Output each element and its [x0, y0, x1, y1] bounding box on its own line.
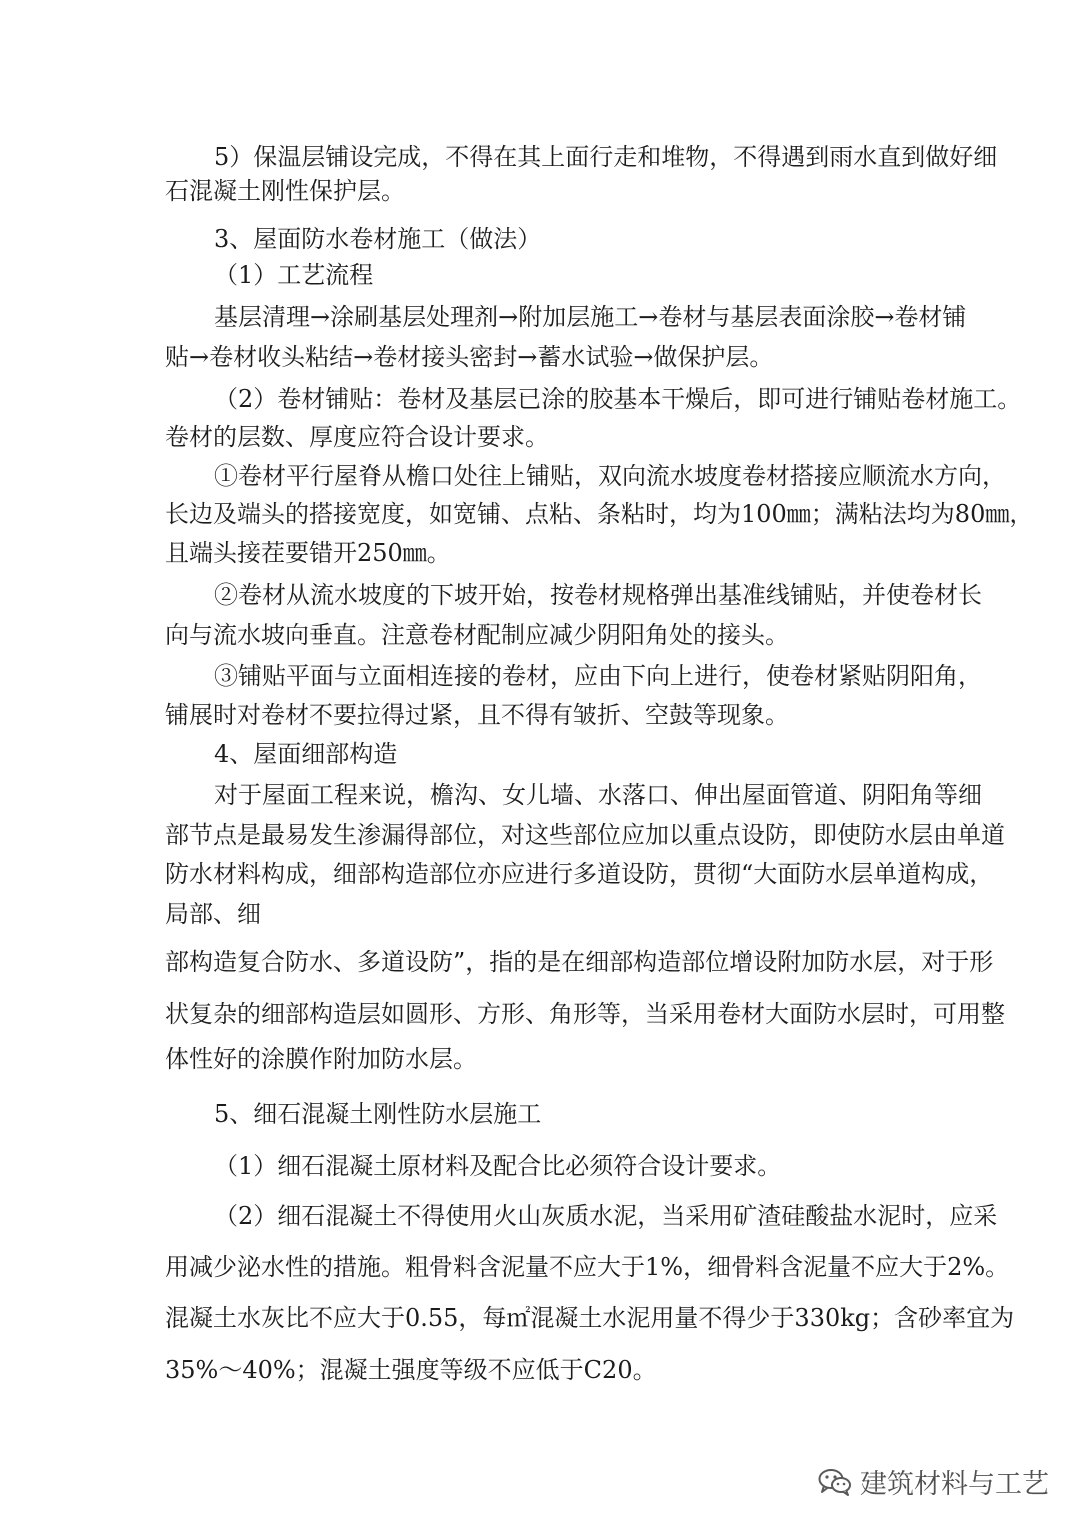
text-line: 体性好的涂膜作附加防水层。	[165, 1045, 477, 1073]
text-line: （2）细石混凝土不得使用火山灰质水泥，当采用矿渣硅酸盐水泥时，应采	[214, 1202, 998, 1230]
section-heading: 4、屋面细部构造	[214, 740, 398, 768]
text-line: 5）保温层铺设完成，不得在其上面行走和堆物，不得遇到雨水直到做好细	[214, 143, 998, 171]
watermark-text: 建筑材料与工艺	[860, 1469, 1049, 1500]
text-line: 卷材的层数、厚度应符合设计要求。	[165, 423, 549, 451]
text-line: 且端头接茬要错开250㎜。	[165, 539, 451, 567]
text-line: 混凝土水灰比不应大于0.55，每㎡混凝土水泥用量不得少于330kg；含砂率宜为	[165, 1304, 1015, 1332]
text-line: 长边及端头的搭接宽度，如宽铺、点粘、条粘时，均为100㎜；满粘法均为80㎜，	[165, 500, 1034, 528]
text-line: ③铺贴平面与立面相连接的卷材，应由下向上进行，使卷材紧贴阴阳角，	[214, 662, 982, 690]
text-line: ①卷材平行屋脊从檐口处往上铺贴，双向流水坡度卷材搭接应顺流水方向，	[214, 462, 1006, 490]
text-line: 向与流水坡向垂直。注意卷材配制应减少阴阳角处的接头。	[165, 621, 789, 649]
section-heading: 3、屋面防水卷材施工（做法）	[214, 225, 542, 253]
text-line: 铺展时对卷材不要拉得过紧，且不得有皱折、空鼓等现象。	[165, 701, 789, 729]
section-heading: 5、细石混凝土刚性防水层施工	[214, 1100, 542, 1128]
text-line: （1）细石混凝土原材料及配合比必须符合设计要求。	[214, 1152, 782, 1180]
text-line: 石混凝土刚性保护层。	[165, 177, 405, 205]
text-line: 贴→卷材收头粘结→卷材接头密封→蓄水试验→做保护层。	[165, 343, 774, 371]
watermark	[818, 1462, 1049, 1501]
text-line: 基层清理→涂刷基层处理剂→附加层施工→卷材与基层表面涂胶→卷材铺	[214, 303, 967, 331]
wechat-icon	[818, 1468, 852, 1496]
text-line: 用减少泌水性的措施。粗骨料含泥量不应大于1%，细骨料含泥量不应大于2%。	[165, 1253, 1010, 1281]
text-line: （2）卷材铺贴：卷材及基层已涂的胶基本干燥后，即可进行铺贴卷材施工。	[214, 385, 1022, 413]
subsection-heading: （1）工艺流程	[214, 261, 374, 289]
text-line: 防水材料构成，细部构造部位亦应进行多道设防，贯彻“大面防水层单道构成，	[165, 860, 994, 888]
text-line: 状复杂的细部构造层如圆形、方形、角形等，当采用卷材大面防水层时，可用整	[165, 1000, 1005, 1028]
text-line: 部构造复合防水、多道设防”，指的是在细部构造部位增设附加防水层，对于形	[165, 948, 994, 976]
text-line: 35%～40%；混凝土强度等级不应低于C20。	[165, 1356, 657, 1384]
text-line: 部节点是最易发生渗漏得部位，对这些部位应加以重点设防，即使防水层由单道	[165, 821, 1005, 849]
text-line: ②卷材从流水坡度的下坡开始，按卷材规格弹出基准线铺贴，并使卷材长	[214, 581, 982, 609]
text-line: 对于屋面工程来说，檐沟、女儿墙、水落口、伸出屋面管道、阴阳角等细	[214, 781, 982, 809]
text-line: 局部、细	[165, 900, 261, 928]
